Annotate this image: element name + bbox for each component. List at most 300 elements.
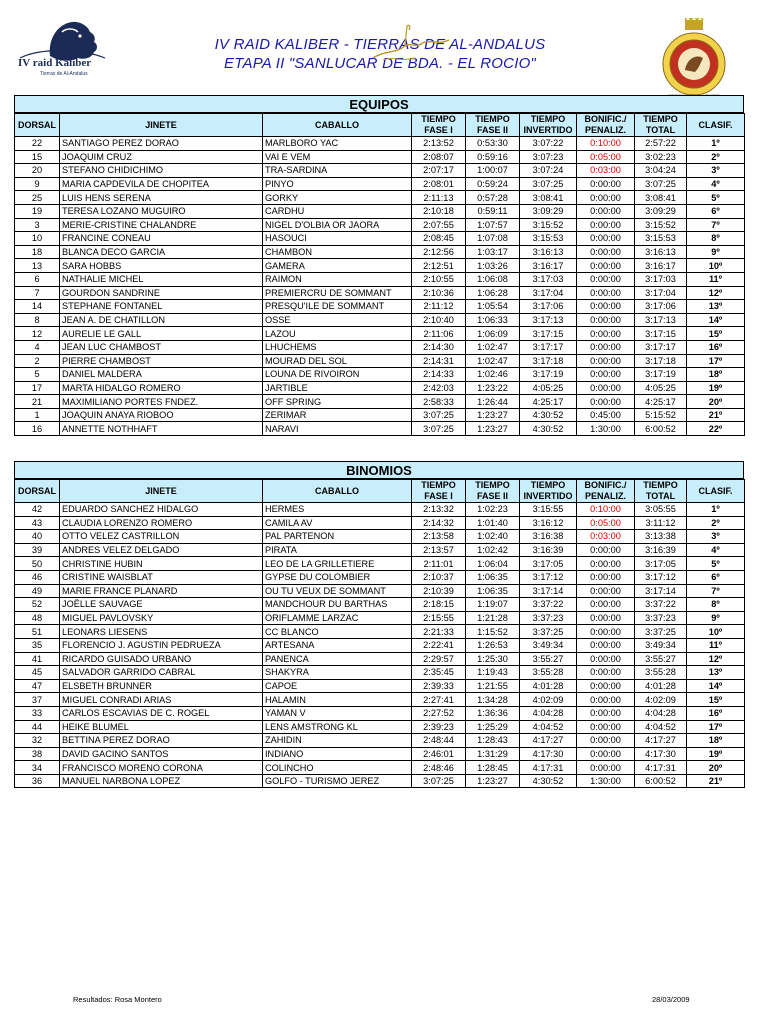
cell-clasif: 16º [687,706,745,720]
cell-tiempo-total: 3:11:12 [635,516,687,530]
cell-jinete: FRANCISCO MORENO CORONA [60,761,263,775]
cell-tiempo-fase1: 2:29:57 [412,652,466,666]
cell-tiempo-total: 3:13:38 [635,530,687,544]
col-bonific-penaliz: BONIFIC./ PENALIZ. [577,114,635,137]
table-row [15,584,745,598]
cell-jinete: CLAUDIA LORENZO ROMERO [60,516,263,530]
cell-jinete: ELSBETH BRUNNER [60,679,263,693]
cell-tiempo-fase2: 1:19:43 [466,666,520,680]
table-row [15,706,745,720]
cell-caballo: VAI E VEM [263,150,412,164]
cell-tiempo-total: 3:16:13 [635,245,687,259]
cell-clasif: 18º [687,734,745,748]
cell-tiempo-total: 3:05:55 [635,503,687,517]
cell-tiempo-fase2: 1:23:22 [466,381,520,395]
cell-tiempo-total: 6:00:52 [635,422,687,436]
cell-clasif: 5º [687,557,745,571]
cell-dorsal: 21 [15,395,60,409]
cell-tiempo-invertido: 3:17:14 [520,584,577,598]
cell-bonific-penaliz: 0:00:00 [577,232,635,246]
cell-clasif: 22º [687,422,745,436]
equipos-section [14,95,744,436]
cell-tiempo-fase2: 1:34:28 [466,693,520,707]
cell-jinete: EDUARDO SANCHEZ HIDALGO [60,503,263,517]
cell-caballo: CAPOE [263,679,412,693]
cell-bonific-penaliz: 0:00:00 [577,611,635,625]
cell-tiempo-invertido: 3:15:55 [520,503,577,517]
cell-tiempo-invertido: 3:07:24 [520,164,577,178]
cell-jinete: DAVID GACINO SANTOS [60,747,263,761]
cell-tiempo-fase1: 2:07:55 [412,218,466,232]
cell-dorsal: 22 [15,137,60,151]
cell-caballo: COLINCHO [263,761,412,775]
cell-tiempo-fase2: 1:06:28 [466,286,520,300]
cell-tiempo-fase1: 2:58:33 [412,395,466,409]
cell-clasif: 13º [687,300,745,314]
table-row [15,761,745,775]
equipos-title: EQUIPOS [14,95,744,113]
cell-tiempo-fase1: 2:08:07 [412,150,466,164]
cell-tiempo-invertido: 3:37:22 [520,598,577,612]
cell-clasif: 13º [687,666,745,680]
cell-clasif: 14º [687,679,745,693]
cell-caballo: GYPSE DU COLOMBIER [263,570,412,584]
cell-tiempo-fase2: 1:26:44 [466,395,520,409]
cell-tiempo-fase1: 2:13:52 [412,137,466,151]
cell-dorsal: 40 [15,530,60,544]
cell-tiempo-fase1: 2:15:55 [412,611,466,625]
raid-kaliber-logo [10,18,115,80]
cell-caballo: PINYO [263,177,412,191]
col-tiempo-invertido: TIEMPO INVERTIDO [520,114,577,137]
cell-tiempo-fase1: 3:07:25 [412,774,466,788]
cell-jinete: BETTINA PEREZ DORAO [60,734,263,748]
table-row [15,543,745,557]
cell-tiempo-fase1: 2:10:40 [412,313,466,327]
cell-tiempo-total: 4:17:27 [635,734,687,748]
table-row [15,503,745,517]
cell-caballo: HALAMIN [263,693,412,707]
cell-caballo: GAMERA [263,259,412,273]
table-row [15,368,745,382]
cell-tiempo-invertido: 3:49:34 [520,638,577,652]
cell-caballo: LHUCHEMS [263,340,412,354]
cell-tiempo-fase2: 1:07:57 [466,218,520,232]
cell-bonific-penaliz: 0:00:00 [577,652,635,666]
cell-jinete: BLANCA DECO GARCIA [60,245,263,259]
col-dorsal: DORSAL [15,114,60,137]
cell-tiempo-fase2: 1:36:36 [466,706,520,720]
cell-clasif: 18º [687,368,745,382]
cell-dorsal: 36 [15,774,60,788]
cell-tiempo-fase1: 2:11:13 [412,191,466,205]
table-row [15,395,745,409]
cell-tiempo-invertido: 3:15:53 [520,232,577,246]
cell-tiempo-total: 5:15:52 [635,408,687,422]
cell-clasif: 3º [687,530,745,544]
cell-clasif: 4º [687,177,745,191]
cell-caballo: GORKY [263,191,412,205]
cell-tiempo-total: 3:02:23 [635,150,687,164]
cell-jinete: DANIEL MALDERA [60,368,263,382]
cell-tiempo-invertido: 4:30:52 [520,422,577,436]
cell-tiempo-fase2: 1:23:27 [466,774,520,788]
cell-bonific-penaliz: 0:00:00 [577,598,635,612]
cell-dorsal: 6 [15,272,60,286]
cell-bonific-penaliz: 0:10:00 [577,137,635,151]
cell-tiempo-fase1: 2:13:57 [412,543,466,557]
cell-jinete: JOAQUIM CRUZ [60,150,263,164]
page-title-line2: ETAPA II "SANLUCAR DE BDA. - EL ROCIO" [224,55,536,72]
cell-dorsal: 12 [15,327,60,341]
cell-caballo: MANDCHOUR DU BARTHAS [263,598,412,612]
page-header [0,0,768,95]
cell-tiempo-fase1: 2:10:18 [412,204,466,218]
cell-jinete: MAXIMILIANO PORTES FNDEZ. [60,395,263,409]
cell-dorsal: 9 [15,177,60,191]
cell-tiempo-fase1: 2:10:39 [412,584,466,598]
svg-text:Tierras de Al-Andalus: Tierras de Al-Andalus [40,71,88,77]
cell-clasif: 3º [687,164,745,178]
binomios-body [15,503,745,788]
col-clasif: CLASIF. [687,114,745,137]
cell-bonific-penaliz: 0:00:00 [577,272,635,286]
cell-tiempo-fase2: 0:59:24 [466,177,520,191]
cell-jinete: AURELIE LE GALL [60,327,263,341]
cell-tiempo-fase1: 2:22:41 [412,638,466,652]
cell-jinete: GOURDON SANDRINE [60,286,263,300]
cell-clasif: 11º [687,272,745,286]
cell-bonific-penaliz: 0:00:00 [577,584,635,598]
table-row [15,177,745,191]
cell-tiempo-fase1: 2:35:45 [412,666,466,680]
cell-tiempo-invertido: 4:04:28 [520,706,577,720]
col-tiempo-fase1: TIEMPO FASE I [412,480,466,503]
cell-tiempo-invertido: 3:17:03 [520,272,577,286]
cell-tiempo-fase2: 1:03:26 [466,259,520,273]
cell-clasif: 17º [687,720,745,734]
cell-tiempo-fase2: 1:02:42 [466,543,520,557]
cell-jinete: FLORENCIO J. AGUSTIN PEDRUEZA [60,638,263,652]
cell-tiempo-total: 3:17:13 [635,313,687,327]
cell-tiempo-total: 3:17:19 [635,368,687,382]
cell-tiempo-fase2: 0:57:28 [466,191,520,205]
cell-tiempo-invertido: 3:07:25 [520,177,577,191]
cell-dorsal: 38 [15,747,60,761]
cell-tiempo-invertido: 3:17:04 [520,286,577,300]
cell-caballo: OSSE [263,313,412,327]
cell-bonific-penaliz: 0:10:00 [577,503,635,517]
cell-bonific-penaliz: 0:00:00 [577,720,635,734]
cell-bonific-penaliz: 0:00:00 [577,245,635,259]
cell-tiempo-fase2: 1:25:30 [466,652,520,666]
cell-dorsal: 3 [15,218,60,232]
cell-tiempo-total: 3:08:41 [635,191,687,205]
cell-tiempo-invertido: 4:17:30 [520,747,577,761]
cell-dorsal: 52 [15,598,60,612]
cell-tiempo-fase1: 2:11:12 [412,300,466,314]
cell-tiempo-invertido: 3:55:28 [520,666,577,680]
binomios-table [14,479,745,788]
cell-clasif: 8º [687,232,745,246]
cell-jinete: ANNETTE NOTHHAFT [60,422,263,436]
cell-tiempo-fase2: 1:07:08 [466,232,520,246]
cell-tiempo-fase1: 2:14:32 [412,516,466,530]
cell-clasif: 12º [687,652,745,666]
cell-tiempo-fase1: 2:27:41 [412,693,466,707]
cell-jinete: OTTO VELEZ CASTRILLON [60,530,263,544]
cell-caballo: PANENCA [263,652,412,666]
cell-tiempo-fase1: 2:21:33 [412,625,466,639]
cell-clasif: 5º [687,191,745,205]
cell-clasif: 10º [687,625,745,639]
cell-tiempo-fase2: 1:28:43 [466,734,520,748]
cell-tiempo-invertido: 4:17:27 [520,734,577,748]
cell-dorsal: 1 [15,408,60,422]
cell-tiempo-total: 3:49:34 [635,638,687,652]
cell-clasif: 16º [687,340,745,354]
cell-jinete: MARIA CAPDEVILA DE CHOPITEA [60,177,263,191]
cell-dorsal: 47 [15,679,60,693]
cell-bonific-penaliz: 0:00:00 [577,747,635,761]
cell-dorsal: 43 [15,516,60,530]
cell-dorsal: 10 [15,232,60,246]
binomios-header-row [15,480,745,503]
cell-tiempo-invertido: 3:16:12 [520,516,577,530]
cell-dorsal: 5 [15,368,60,382]
cell-clasif: 14º [687,313,745,327]
cell-tiempo-total: 3:17:15 [635,327,687,341]
cell-bonific-penaliz: 0:00:00 [577,191,635,205]
cell-tiempo-fase1: 2:11:01 [412,557,466,571]
cell-jinete: MERIE-CRISTINE CHALANDRE [60,218,263,232]
cell-tiempo-total: 3:15:53 [635,232,687,246]
cell-clasif: 11º [687,638,745,652]
federation-crest-icon [655,18,733,98]
equipos-table [14,113,745,436]
cell-bonific-penaliz: 0:00:00 [577,218,635,232]
cell-clasif: 1º [687,503,745,517]
cell-tiempo-total: 3:17:05 [635,557,687,571]
cell-bonific-penaliz: 0:00:00 [577,381,635,395]
cell-tiempo-fase2: 1:21:28 [466,611,520,625]
cell-jinete: SALVADOR GARRIDO CABRAL [60,666,263,680]
cell-bonific-penaliz: 0:03:00 [577,164,635,178]
cell-tiempo-fase2: 1:23:27 [466,408,520,422]
cell-tiempo-invertido: 3:37:25 [520,625,577,639]
cell-dorsal: 7 [15,286,60,300]
table-row [15,164,745,178]
cell-tiempo-total: 3:17:04 [635,286,687,300]
cell-tiempo-total: 4:01:28 [635,679,687,693]
cell-clasif: 12º [687,286,745,300]
cell-tiempo-total: 3:17:14 [635,584,687,598]
cell-jinete: CRISTINE WAISBLAT [60,570,263,584]
cell-jinete: FRANCINE CONEAU [60,232,263,246]
cell-tiempo-fase1: 2:42:03 [412,381,466,395]
cell-clasif: 17º [687,354,745,368]
footer-date: 28/03/2009 [652,995,690,1004]
cell-caballo: LOUNA DE RIVOIRON [263,368,412,382]
equipos-header-row [15,114,745,137]
cell-bonific-penaliz: 0:00:00 [577,557,635,571]
cell-dorsal: 51 [15,625,60,639]
table-row [15,611,745,625]
cell-caballo: CAMILA AV [263,516,412,530]
table-row [15,381,745,395]
cell-bonific-penaliz: 0:00:00 [577,679,635,693]
cell-tiempo-total: 3:37:22 [635,598,687,612]
table-row [15,679,745,693]
cell-tiempo-invertido: 4:17:31 [520,761,577,775]
cell-caballo: MOURAD DEL SOL [263,354,412,368]
cell-tiempo-fase2: 1:02:23 [466,503,520,517]
cell-bonific-penaliz: 0:00:00 [577,666,635,680]
cell-bonific-penaliz: 0:00:00 [577,734,635,748]
binomios-section [14,461,744,788]
table-row [15,218,745,232]
cell-dorsal: 39 [15,543,60,557]
cell-tiempo-invertido: 4:04:52 [520,720,577,734]
cell-jinete: LEONARS LIESENS [60,625,263,639]
cell-jinete: LUIS HENS SERENA [60,191,263,205]
table-row [15,652,745,666]
cell-tiempo-fase2: 1:25:29 [466,720,520,734]
cell-caballo: ZAHIDIN [263,734,412,748]
col-tiempo-invertido: TIEMPO INVERTIDO [520,480,577,503]
col-tiempo-fase1: TIEMPO FASE I [412,114,466,137]
cell-tiempo-total: 3:55:28 [635,666,687,680]
cell-clasif: 1º [687,137,745,151]
cell-bonific-penaliz: 0:00:00 [577,638,635,652]
cell-jinete: MARTA HIDALGO ROMERO [60,381,263,395]
col-clasif: CLASIF. [687,480,745,503]
cell-jinete: MARIE FRANCE PLANARD [60,584,263,598]
table-row [15,570,745,584]
cell-caballo: CHAMBON [263,245,412,259]
cell-caballo: ARTESANA [263,638,412,652]
cell-caballo: HASOUCI [263,232,412,246]
table-row [15,259,745,273]
cell-jinete: CARLOS ESCAVIAS DE C. ROGEL [60,706,263,720]
table-row [15,340,745,354]
cell-tiempo-total: 3:17:18 [635,354,687,368]
col-caballo: CABALLO [263,114,412,137]
col-caballo: CABALLO [263,480,412,503]
cell-jinete: SARA HOBBS [60,259,263,273]
cell-dorsal: 35 [15,638,60,652]
cell-tiempo-fase1: 2:13:58 [412,530,466,544]
table-row [15,516,745,530]
cell-jinete: STEPHANE FONTANEL [60,300,263,314]
cell-caballo: PRESQU'ILE DE SOMMANT [263,300,412,314]
cell-tiempo-total: 3:04:24 [635,164,687,178]
cell-bonific-penaliz: 0:05:00 [577,150,635,164]
cell-jinete: JOËLLE SAUVAGE [60,598,263,612]
cell-tiempo-fase2: 1:06:33 [466,313,520,327]
cell-tiempo-fase2: 1:00:07 [466,164,520,178]
cell-tiempo-total: 4:25:17 [635,395,687,409]
cell-tiempo-fase1: 2:14:33 [412,368,466,382]
cell-tiempo-fase1: 2:14:30 [412,340,466,354]
cell-dorsal: 18 [15,245,60,259]
cell-tiempo-total: 4:17:31 [635,761,687,775]
table-row [15,150,745,164]
cell-tiempo-fase2: 1:06:35 [466,570,520,584]
cell-clasif: 6º [687,204,745,218]
cell-tiempo-total: 2:57:22 [635,137,687,151]
table-row [15,272,745,286]
cell-caballo: MARLBORO YAC [263,137,412,151]
cell-caballo: JARTIBLE [263,381,412,395]
cell-dorsal: 48 [15,611,60,625]
cell-jinete: HEIKE BLUMEL [60,720,263,734]
cell-tiempo-total: 3:15:52 [635,218,687,232]
cell-tiempo-invertido: 3:17:05 [520,557,577,571]
col-tiempo-fase2: TIEMPO FASE II [466,480,520,503]
cell-jinete: STEFANO CHIDICHIMO [60,164,263,178]
cell-dorsal: 15 [15,150,60,164]
cell-dorsal: 33 [15,706,60,720]
cell-clasif: 6º [687,570,745,584]
cell-tiempo-invertido: 3:07:23 [520,150,577,164]
cell-tiempo-invertido: 3:17:13 [520,313,577,327]
cell-caballo: TRA-SARDINA [263,164,412,178]
cell-tiempo-fase2: 1:03:17 [466,245,520,259]
binomios-title: BINOMIOS [14,461,744,479]
cell-tiempo-fase1: 2:27:52 [412,706,466,720]
cell-tiempo-fase1: 2:48:46 [412,761,466,775]
cell-dorsal: 41 [15,652,60,666]
cell-tiempo-invertido: 3:16:38 [520,530,577,544]
cell-tiempo-fase2: 1:01:40 [466,516,520,530]
cell-tiempo-invertido: 3:55:27 [520,652,577,666]
table-row [15,204,745,218]
cell-caballo: SHAKYRA [263,666,412,680]
cell-dorsal: 50 [15,557,60,571]
cell-jinete: CHRISTINE HUBIN [60,557,263,571]
cell-tiempo-invertido: 3:09:29 [520,204,577,218]
cell-dorsal: 17 [15,381,60,395]
table-row [15,313,745,327]
cell-bonific-penaliz: 0:00:00 [577,177,635,191]
cell-clasif: 15º [687,327,745,341]
cell-caballo: NARAVI [263,422,412,436]
cell-caballo: PREMIERCRU DE SOMMANT [263,286,412,300]
cell-jinete: NATHALIE MICHEL [60,272,263,286]
cell-dorsal: 37 [15,693,60,707]
cell-dorsal: 16 [15,422,60,436]
table-row [15,734,745,748]
cell-tiempo-fase1: 3:07:25 [412,408,466,422]
cell-clasif: 2º [687,150,745,164]
cell-tiempo-fase1: 2:11:06 [412,327,466,341]
cell-tiempo-invertido: 4:25:17 [520,395,577,409]
cell-tiempo-total: 3:37:25 [635,625,687,639]
cell-dorsal: 19 [15,204,60,218]
cell-bonific-penaliz: 0:00:00 [577,300,635,314]
cell-tiempo-fase1: 2:10:55 [412,272,466,286]
table-row [15,245,745,259]
cell-bonific-penaliz: 0:00:00 [577,204,635,218]
cell-tiempo-fase1: 2:07:17 [412,164,466,178]
cell-bonific-penaliz: 0:00:00 [577,368,635,382]
cell-clasif: 7º [687,218,745,232]
cell-caballo: OFF SPRING [263,395,412,409]
cell-clasif: 19º [687,747,745,761]
cell-tiempo-invertido: 4:30:52 [520,408,577,422]
cell-tiempo-invertido: 3:08:41 [520,191,577,205]
